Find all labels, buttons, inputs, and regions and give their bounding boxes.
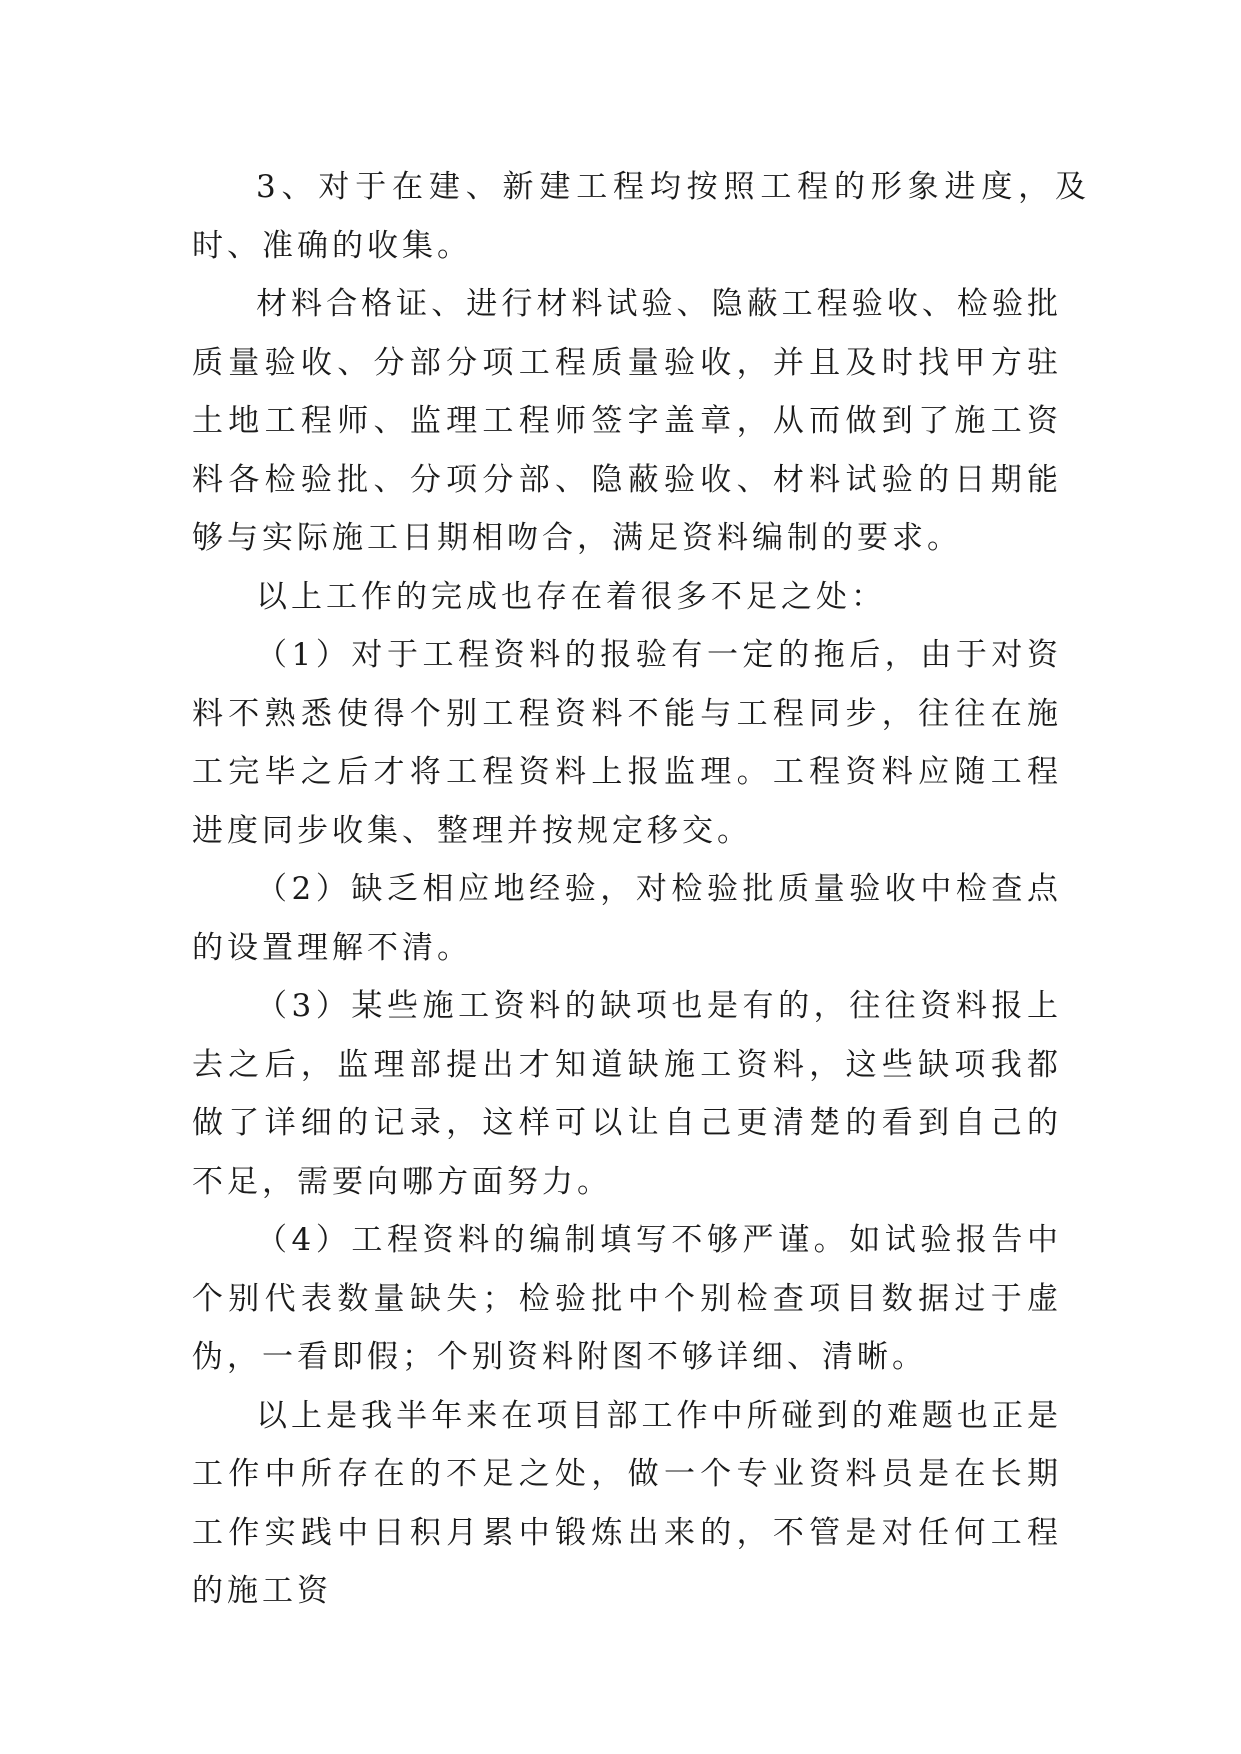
paragraph-shortcoming-4: （4）工程资料的编制填写不够严谨。如试验报告中个别代表数量缺失；检验批中个别检查项目数据过于虚伪，一看即假；个别资料附图不够详细、清晰。 bbox=[192, 1222, 1062, 1375]
paragraph-shortcomings-intro: 以上工作的完成也存在着很多不足之处： bbox=[256, 578, 886, 615]
paragraph-item-3: 3、对于在建、新建工程均按照工程的形象进度，及时、准确的收集。 bbox=[192, 169, 1090, 264]
paragraph-shortcoming-3: （3）某些施工资料的缺项也是有的，往往资料报上去之后，监理部提出才知道缺施工资料，这些缺项我都做了详细的记录，这样可以让自己更清楚的看到自己的不足，需要向哪方面努力。 bbox=[192, 988, 1062, 1200]
paragraph-summary: 以上是我半年来在项目部工作中所碰到的难题也正是工作中所存在的不足之处，做一个专业资料员是在长期工作实践中日积月累中锻炼出来的，不管是对任何工程的施工资 bbox=[192, 1397, 1062, 1609]
paragraph-materials-acceptance: 材料合格证、进行材料试验、隐蔽工程验收、检验批质量验收、分部分项工程质量验收，并且及时找甲方驻土地工程师、监理工程师签字盖章，从而做到了施工资料各检验批、分项分部、隐蔽验收、材料试验的日期能够与实际施工日期相吻合，满足资料编制的要求。 bbox=[192, 286, 1062, 556]
document-body bbox=[192, 158, 1090, 1621]
paragraph-shortcoming-1: （1）对于工程资料的报验有一定的拖后，由于对资料不熟悉使得个别工程资料不能与工程同步，往往在施工完毕之后才将工程资料上报监理。工程资料应随工程进度同步收集、整理并按规定移交。 bbox=[192, 637, 1062, 849]
paragraph-shortcoming-2: （2）缺乏相应地经验，对检验批质量验收中检查点的设置理解不清。 bbox=[192, 871, 1062, 966]
